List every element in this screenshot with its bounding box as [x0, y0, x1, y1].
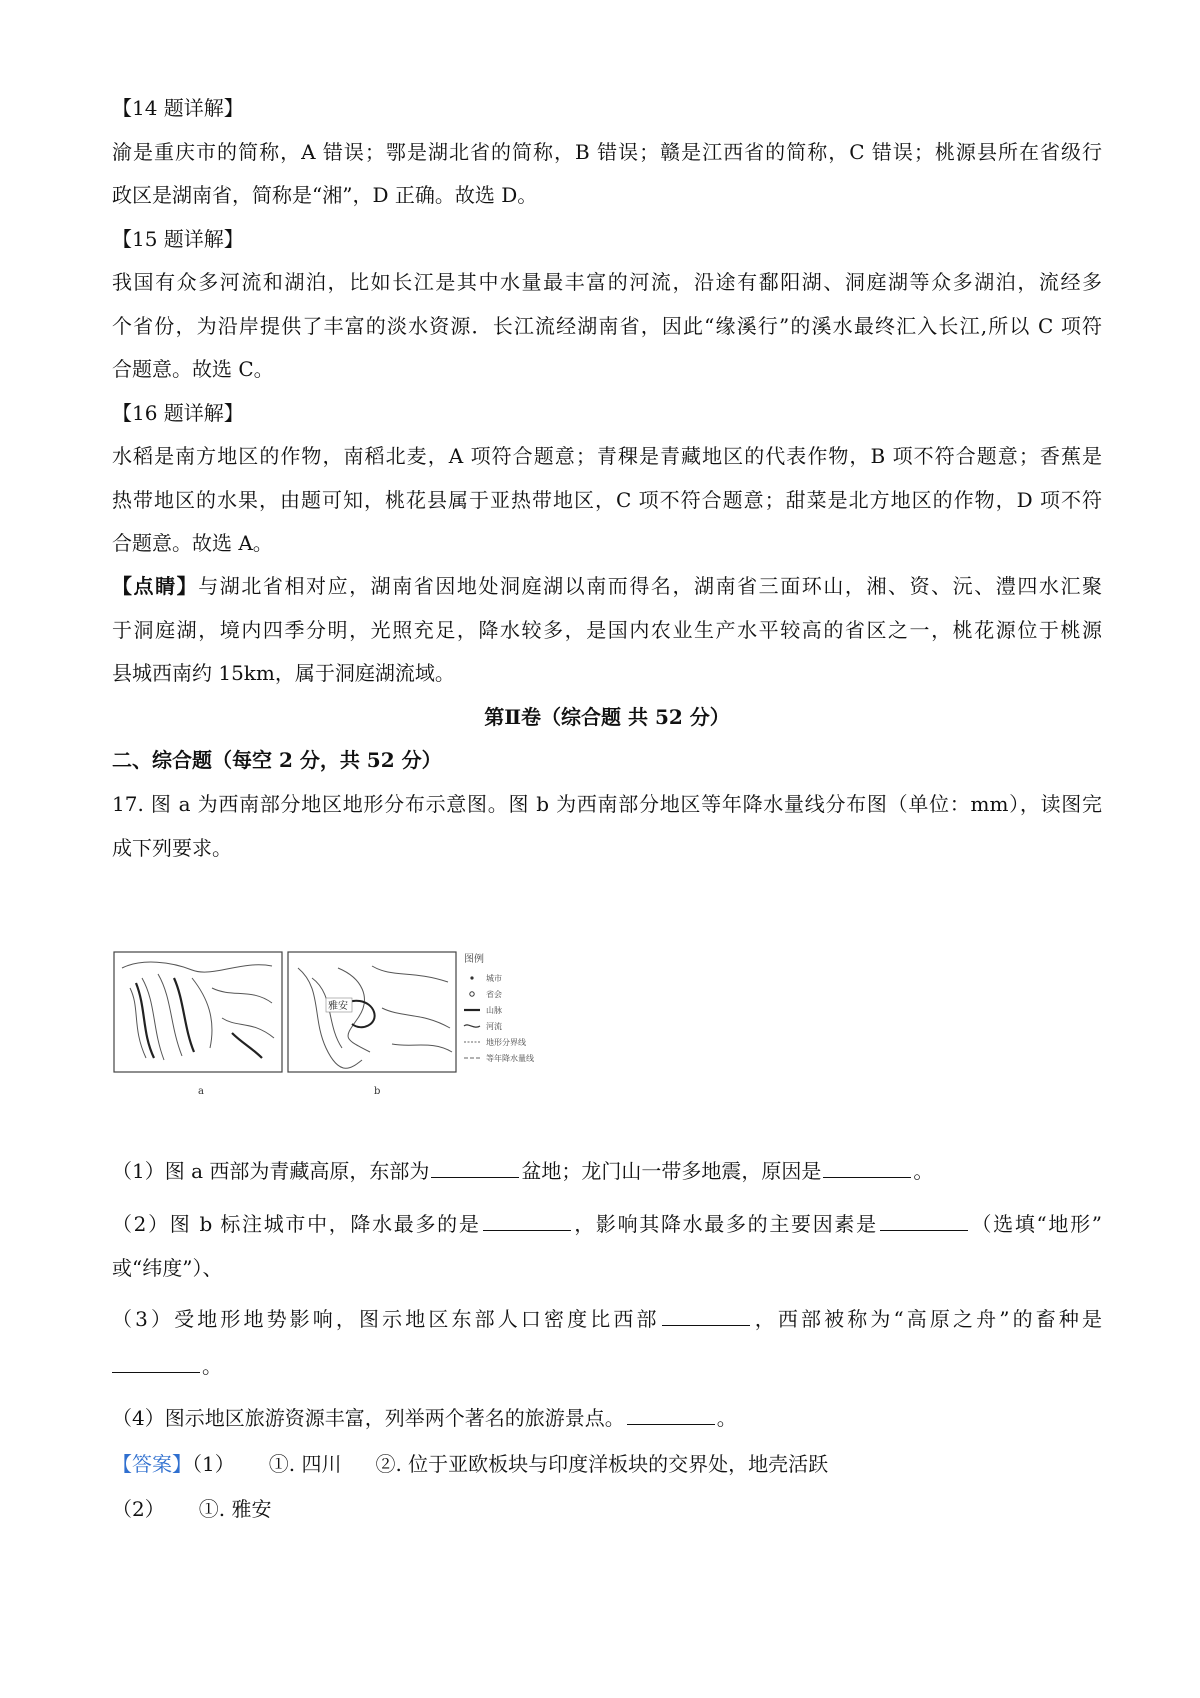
answer-blank [431, 1157, 519, 1178]
legend-capital-icon [470, 992, 474, 996]
q17-figure [112, 948, 572, 1098]
q17-sub-3-text-a: （3）受地形地势影响，图示地区东部人口密度比西部 [112, 1307, 660, 1331]
note-tag: 【点睛】 [112, 574, 199, 598]
legend-river-icon [464, 1025, 480, 1027]
q16-text-line-2: 热带地区的水果，由题可知，桃花县属于亚热带地区，C 项不符合题意；甜菜是北方地区的作物，D 项不符 [112, 488, 1102, 512]
legend-city-icon [470, 976, 473, 979]
legend-item-6: 等年降水量线 [486, 1054, 534, 1063]
legend-item-3: 山脉 [486, 1006, 502, 1015]
part-2-title: 第Ⅱ卷（综合题 共 52 分） [484, 705, 730, 729]
q15-text-line-2: 个省份，为沿岸提供了丰富的淡水资源．长江流经湖南省，因此“缘溪行”的溪水最终汇入长江,所以 C 项符 [112, 314, 1102, 338]
q17-sub-4-text-a: （4）图示地区旅游资源丰富，列举两个著名的旅游景点。 [112, 1406, 625, 1430]
answer-blank [627, 1404, 715, 1425]
q17-sub-2-text-b: ，影响其降水最多的主要因素是 [572, 1212, 878, 1236]
q17-sub-4-text-b: 。 [716, 1406, 737, 1430]
q16-text-line-3: 合题意。故选 A。 [112, 531, 273, 555]
answer-line-1 [112, 1450, 1102, 1478]
q17-sub-3-text-c: 。 [202, 1354, 222, 1378]
map-b-frame [288, 952, 456, 1072]
answer-blank [112, 1352, 200, 1373]
legend-item-5: 地形分界线 [486, 1038, 526, 1047]
answer-2-item-1: ①. 雅安 [198, 1497, 272, 1521]
note-text: 与湖北省相对应，湖南省因地处洞庭湖以南而得名，湖南省三面环山，湘、资、沅、澧四水汇聚 [198, 574, 1103, 598]
q17-sub-3-text-b: ，西部被称为“高原之舟”的畜种是 [751, 1307, 1102, 1331]
q17-sub-1 [112, 1157, 1102, 1185]
q17-sub-2 [112, 1210, 1102, 1238]
city-label-yaan: 雅安 [328, 1001, 348, 1012]
q14-text-line-2: 政区是湖南省，简称是“湘”，D 正确。故选 D。 [112, 183, 538, 207]
q16-heading: 【16 题详解】 [112, 401, 244, 425]
q15-text-line-1: 我国有众多河流和湖泊，比如长江是其中水量最丰富的河流，沿途有鄱阳湖、洞庭湖等众多湖泊，流经多 [112, 270, 1102, 294]
q17-maps [112, 948, 572, 1098]
legend [464, 952, 534, 1063]
q14-heading: 【14 题详解】 [112, 96, 244, 120]
q16-text-line-1: 水稻是南方地区的作物，南稻北麦，A 项符合题意；青稞是青藏地区的代表作物，B 项不符合题意；香蕉是 [112, 444, 1102, 468]
q17-sub-1-text-a: （1）图 a 西部为青藏高原，东部为 [112, 1159, 430, 1183]
q17-sub-3 [112, 1305, 1102, 1333]
q17-stem-line-2: 成下列要求。 [112, 836, 232, 860]
q17-sub-2-text-a: （2）图 b 标注城市中，降水最多的是 [112, 1212, 481, 1236]
q17-sub-2-cont: 或“纬度”）、 [112, 1256, 223, 1280]
answer-blank [880, 1210, 968, 1231]
answer-1-number: （1） [192, 1452, 235, 1476]
legend-item-1: 城市 [486, 974, 502, 983]
note-line-3: 县城西南约 15km，属于洞庭湖流域。 [112, 661, 455, 685]
q17-stem-line-1: 17. 图 a 为西南部分地区地形分布示意图。图 b 为西南部分地区等年降水量线分布图（单位：mm），读图完 [112, 792, 1102, 816]
answer-tag: 【答案】 [112, 1452, 192, 1476]
answer-blank [662, 1305, 750, 1326]
q17-sub-4 [112, 1404, 1102, 1432]
legend-title: 图例 [464, 954, 484, 965]
section-title: 二、综合题（每空 2 分，共 52 分） [112, 748, 442, 772]
answer-1-item-1: ①. 四川 [268, 1452, 342, 1476]
map-a-label: a [198, 1086, 204, 1097]
legend-item-4: 河流 [486, 1022, 502, 1031]
q15-heading: 【15 题详解】 [112, 227, 244, 251]
note-line-2: 于洞庭湖，境内四季分明，光照充足，降水较多，是国内农业生产水平较高的省区之一，桃花源位于桃源 [112, 618, 1102, 642]
answer-blank [823, 1157, 911, 1178]
answer-blank [483, 1210, 571, 1231]
q17-sub-2-text-c: （选填“地形” [969, 1212, 1103, 1236]
answer-1-item-2: ②. 位于亚欧板块与印度洋板块的交界处，地壳活跃 [375, 1452, 829, 1476]
note-line-1 [112, 572, 1102, 600]
q17-sub-1-text-b: 盆地；龙门山一带多地震，原因是 [521, 1159, 822, 1183]
q17-sub-3-cont [112, 1352, 1102, 1380]
legend-item-2: 省会 [486, 990, 502, 999]
answer-line-2 [112, 1495, 1102, 1523]
q14-text-line-1: 渝是重庆市的简称，A 错误；鄂是湖北省的简称，B 错误；赣是江西省的简称，C 错误；桃源县所在省级行 [112, 140, 1102, 164]
q17-sub-1-text-c: 。 [913, 1159, 934, 1183]
answer-2-number: （2） [112, 1497, 165, 1521]
q15-text-line-3: 合题意。故选 C。 [112, 357, 274, 381]
map-b-label: b [374, 1086, 381, 1097]
